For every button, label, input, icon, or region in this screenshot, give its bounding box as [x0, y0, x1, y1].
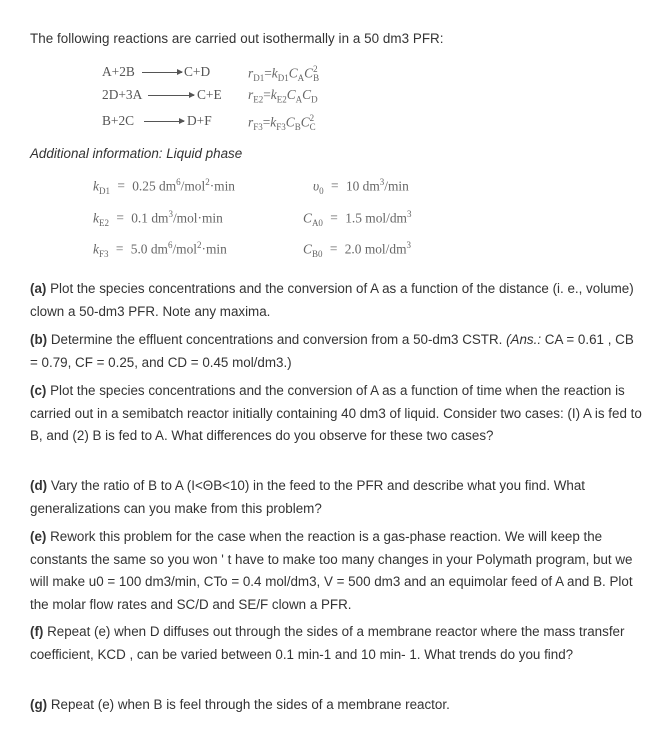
question-text: Plot the species concentrations and the conversion of A as a function of time when the reaction is carried out in a semibatch reactor initially containing 40 dm3 of liquid. Consider two cases: (I) A is fed to B, and (2) B is fed to A. What differences do you observe for these two cases? — [30, 383, 642, 444]
param-exponent: 3 — [406, 240, 411, 250]
param-symbol: k — [93, 210, 99, 226]
question-text: Repeat (e) when D diffuses out through the sides of a membrane reactor where the mass transfer coefficient, KCD , can be varied between 0.1 min-1 and 10 min- 1. What trends do you find? — [30, 624, 625, 662]
question-text: Determine the effluent concentrations and conversion from a 50-dm3 CSTR. — [47, 332, 507, 347]
param-unit-tail: ·min — [201, 241, 227, 257]
param-symbol: k — [93, 241, 99, 257]
param-CB0 — [303, 240, 411, 259]
concentration-2-subscript: B — [313, 73, 320, 84]
rate-law-2 — [248, 87, 318, 105]
concentration-1: C — [288, 65, 298, 81]
param-exponent: 6 — [167, 240, 173, 250]
param-value: 1.5 mol/dm — [345, 210, 407, 226]
rate-subscript: D1 — [253, 73, 265, 84]
question-label: (a) — [30, 281, 47, 296]
rate-constant-subscript: D1 — [277, 73, 289, 84]
question-text: Rework this problem for the case when the reaction is a gas-phase reaction. We will keep the constants the same so you won ' t have to make too many changes in your Polymath program, but we will make u0 = 100 dm3/min, CTo = 0.4 mol/dm3, V = 500 dm3 and an equimolar feed of A and B. Plot the molar flow rates and SC/D and SE/F clown a PFR. — [30, 529, 633, 612]
concentration-2-subscript: D — [311, 94, 318, 105]
param-subscript: E2 — [98, 218, 109, 229]
problem-intro: The following reactions are carried out isothermally in a 50 dm3 PFR: — [30, 31, 444, 46]
rate-law-1 — [248, 64, 318, 83]
equals-sign: = — [115, 241, 124, 257]
equals-sign: = — [116, 210, 124, 226]
concentration-2: C — [304, 65, 314, 81]
reaction-1-products: C+D — [184, 64, 211, 79]
question-text: Vary the ratio of B to A (I<ΘB<10) in the feed to the PFR and describe what you find. What generalizations can you make from this problem? — [30, 478, 586, 516]
equals-sign: = — [262, 114, 271, 130]
param-CA0 — [303, 209, 411, 228]
concentration-2: C — [300, 114, 310, 130]
param-exponent: 3 — [406, 209, 412, 219]
param-symbol: C — [303, 241, 312, 257]
param-kF3 — [93, 240, 227, 259]
param-kE2 — [93, 209, 223, 228]
param-exponent: 6 — [176, 177, 181, 187]
param-value: 5.0 dm — [130, 241, 168, 257]
param-subscript: F3 — [98, 249, 109, 260]
param-value: 0.25 dm — [132, 178, 177, 194]
param-exponent: 3 — [379, 177, 385, 187]
rate-constant: k — [271, 65, 278, 81]
question-b — [30, 329, 642, 374]
rate-law-3 — [248, 113, 314, 132]
reaction-2-products: C+E — [197, 87, 222, 102]
question-d — [30, 475, 642, 520]
question-label: (g) — [30, 697, 48, 712]
param-subscript: 0 — [319, 186, 324, 197]
question-label: (f) — [30, 624, 44, 639]
concentration-2-exponent: 2 — [309, 113, 315, 123]
additional-info-heading: Additional information: Liquid phase — [30, 146, 243, 161]
rate-constant-subscript: F3 — [276, 122, 286, 133]
question-label: (e) — [30, 529, 47, 544]
rate-symbol: r — [248, 65, 254, 81]
rate-constant: k — [270, 87, 277, 102]
param-exponent: 3 — [168, 209, 173, 219]
equals-sign: = — [329, 241, 338, 257]
param-unit: /min — [384, 178, 409, 194]
answer-label: (Ans.: — [506, 332, 542, 347]
concentration-2-exponent: 2 — [313, 64, 318, 74]
concentration-1: C — [285, 114, 295, 130]
concentration-1-subscript: B — [294, 122, 301, 133]
reaction-3-reactants: B+2C — [102, 113, 135, 128]
rate-subscript: F3 — [253, 122, 263, 133]
rate-symbol: r — [248, 114, 254, 130]
question-f — [30, 621, 642, 666]
question-label: (b) — [30, 332, 48, 347]
concentration-1-subscript: A — [295, 94, 303, 105]
question-e — [30, 526, 642, 616]
answer-text: CA = 0.61 , CB = 0.79, CF = 0.25, and CD = 0.45 mol/dm3.) — [30, 332, 634, 370]
param-v0 — [313, 177, 409, 196]
reaction-arrow-icon — [148, 95, 194, 96]
param-symbol: C — [303, 210, 312, 226]
reaction-2-reactants: 2D+3A — [102, 87, 143, 102]
question-label: (c) — [30, 383, 47, 398]
reaction-arrow-icon — [144, 121, 184, 122]
param-subscript: D1 — [98, 186, 110, 197]
param-kD1 — [93, 177, 235, 196]
param-unit: /mol — [172, 241, 198, 257]
param-subscript: B0 — [311, 249, 323, 260]
param-exponent-2: 2 — [197, 240, 202, 250]
equals-sign: = — [263, 87, 271, 102]
question-label: (d) — [30, 478, 48, 493]
param-exponent-2: 2 — [205, 177, 210, 187]
param-unit: /mol — [180, 178, 206, 194]
concentration-2-subscript: C — [309, 122, 316, 133]
question-a — [30, 278, 642, 323]
question-g — [30, 694, 642, 717]
equals-sign: = — [330, 210, 338, 226]
question-c — [30, 380, 642, 448]
rate-constant: k — [270, 114, 277, 130]
rate-subscript: E2 — [253, 94, 264, 105]
question-text: Plot the species concentrations and the conversion of A as a function of the distance (i. e., volume) clown a 50-dm3 PFR. Note any maxima. — [30, 281, 634, 319]
equals-sign: = — [264, 65, 272, 81]
param-value: 0.1 dm — [131, 210, 169, 226]
equals-sign: = — [117, 178, 125, 194]
param-unit-tail: ·min — [209, 178, 235, 194]
reaction-arrow-icon — [142, 72, 182, 73]
param-symbol: υ — [313, 178, 320, 194]
param-symbol: k — [93, 178, 99, 194]
question-text: Repeat (e) when B is feel through the sides of a membrane reactor. — [47, 697, 450, 712]
param-unit: /mol·min — [172, 210, 223, 226]
concentration-1: C — [286, 87, 296, 102]
param-value: 10 dm — [345, 178, 380, 194]
concentration-2: C — [302, 87, 312, 102]
param-value: 2.0 mol/dm — [344, 241, 407, 257]
reaction-3-products: D+F — [187, 113, 212, 128]
rate-symbol: r — [248, 87, 254, 102]
equals-sign: = — [331, 178, 339, 194]
concentration-1-subscript: A — [297, 73, 305, 84]
rate-constant-subscript: E2 — [276, 94, 287, 105]
param-subscript: A0 — [311, 218, 323, 229]
reaction-1-reactants: A+2B — [102, 64, 135, 79]
